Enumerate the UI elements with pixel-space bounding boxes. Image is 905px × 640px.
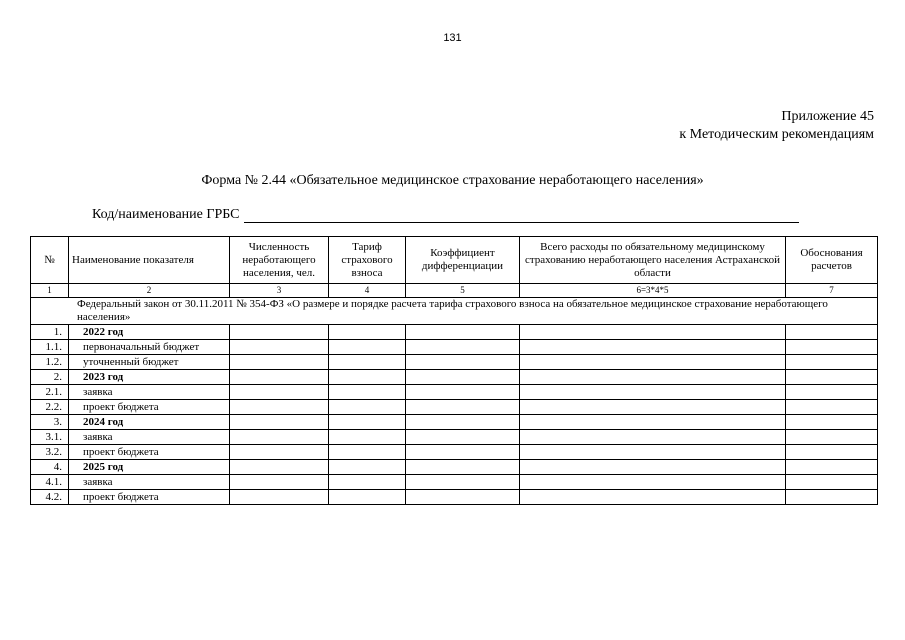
row-name: первоначальный бюджет — [69, 340, 230, 355]
value-cell[interactable] — [786, 490, 878, 505]
value-cell[interactable] — [230, 490, 329, 505]
value-cell[interactable] — [406, 475, 520, 490]
value-cell[interactable] — [406, 400, 520, 415]
value-cell[interactable] — [786, 445, 878, 460]
table-row — [31, 460, 878, 475]
row-number: 2.1. — [31, 385, 69, 400]
column-number-row — [31, 284, 878, 298]
value-cell[interactable] — [786, 355, 878, 370]
row-name: проект бюджета — [69, 445, 230, 460]
row-number: 4. — [31, 460, 69, 475]
value-cell[interactable] — [786, 475, 878, 490]
value-cell[interactable] — [520, 385, 786, 400]
row-number: 1.1. — [31, 340, 69, 355]
column-number: 4 — [329, 284, 406, 298]
value-cell[interactable] — [406, 385, 520, 400]
row-name: проект бюджета — [69, 490, 230, 505]
value-cell[interactable] — [329, 385, 406, 400]
table-row — [31, 325, 878, 340]
value-cell[interactable] — [520, 415, 786, 430]
value-cell[interactable] — [520, 340, 786, 355]
row-number: 2. — [31, 370, 69, 385]
column-number: 3 — [230, 284, 329, 298]
column-number: 6=3*4*5 — [520, 284, 786, 298]
value-cell[interactable] — [520, 355, 786, 370]
header-cell: № — [31, 237, 69, 284]
value-cell[interactable] — [406, 325, 520, 340]
value-cell[interactable] — [230, 430, 329, 445]
value-cell[interactable] — [520, 490, 786, 505]
value-cell[interactable] — [786, 430, 878, 445]
value-cell[interactable] — [230, 325, 329, 340]
table-row — [31, 400, 878, 415]
value-cell[interactable] — [329, 355, 406, 370]
value-cell[interactable] — [230, 385, 329, 400]
row-number: 3. — [31, 415, 69, 430]
value-cell[interactable] — [520, 370, 786, 385]
value-cell[interactable] — [406, 370, 520, 385]
form-title: Форма № 2.44 «Обязательное медицинское страхование неработающего населения» — [201, 173, 704, 188]
table-row — [31, 445, 878, 460]
value-cell[interactable] — [406, 430, 520, 445]
row-number: 2.2. — [31, 400, 69, 415]
value-cell[interactable] — [786, 325, 878, 340]
row-number: 3.1. — [31, 430, 69, 445]
value-cell[interactable] — [406, 340, 520, 355]
row-name: 2024 год — [69, 415, 230, 430]
row-name: 2025 год — [69, 460, 230, 475]
header-cell: Тариф страхового взноса — [329, 237, 406, 284]
value-cell[interactable] — [520, 430, 786, 445]
value-cell[interactable] — [329, 340, 406, 355]
grbs-input-line[interactable] — [244, 208, 799, 223]
row-number: 4.2. — [31, 490, 69, 505]
value-cell[interactable] — [786, 400, 878, 415]
value-cell[interactable] — [520, 475, 786, 490]
table-row — [31, 415, 878, 430]
header-cell: Всего расходы по обязательному медицинскому страхованию неработающего населения Астраханской области — [520, 237, 786, 284]
header-cell: Численность неработающего населения, чел. — [230, 237, 329, 284]
value-cell[interactable] — [329, 430, 406, 445]
value-cell[interactable] — [230, 460, 329, 475]
row-name: 2022 год — [69, 325, 230, 340]
value-cell[interactable] — [786, 385, 878, 400]
value-cell[interactable] — [520, 325, 786, 340]
table-row — [31, 340, 878, 355]
form-table — [30, 236, 878, 505]
value-cell[interactable] — [329, 475, 406, 490]
appendix-line-2: к Методическим рекомендациям — [679, 127, 874, 142]
header-cell: Коэффициент дифференциации — [406, 237, 520, 284]
value-cell[interactable] — [520, 460, 786, 475]
table-body — [31, 284, 878, 505]
value-cell[interactable] — [786, 460, 878, 475]
grbs-label: Код/наименование ГРБС — [92, 207, 240, 222]
law-reference-text: Федеральный закон от 30.11.2011 № 354-ФЗ «О размере и порядке расчета тарифа страхового взноса на обязательное медицинское страхование неработающего населения» — [31, 298, 878, 325]
value-cell[interactable] — [230, 370, 329, 385]
header-cell: Наименование показателя — [69, 237, 230, 284]
table-row — [31, 370, 878, 385]
table-row — [31, 385, 878, 400]
row-name: проект бюджета — [69, 400, 230, 415]
column-number: 7 — [786, 284, 878, 298]
value-cell[interactable] — [230, 445, 329, 460]
value-cell[interactable] — [520, 400, 786, 415]
value-cell[interactable] — [329, 415, 406, 430]
row-number: 1. — [31, 325, 69, 340]
row-name: заявка — [69, 430, 230, 445]
table-header-row — [31, 237, 878, 284]
value-cell[interactable] — [406, 445, 520, 460]
value-cell[interactable] — [230, 355, 329, 370]
value-cell[interactable] — [786, 370, 878, 385]
appendix-reference — [679, 108, 874, 144]
row-name: заявка — [69, 475, 230, 490]
table-row — [31, 490, 878, 505]
value-cell[interactable] — [406, 415, 520, 430]
column-number: 5 — [406, 284, 520, 298]
table-row — [31, 430, 878, 445]
grbs-field — [92, 207, 799, 223]
table-row — [31, 475, 878, 490]
value-cell[interactable] — [786, 415, 878, 430]
row-number: 3.2. — [31, 445, 69, 460]
row-name: 2023 год — [69, 370, 230, 385]
row-name: заявка — [69, 385, 230, 400]
row-number: 1.2. — [31, 355, 69, 370]
value-cell[interactable] — [406, 355, 520, 370]
row-name: уточненный бюджет — [69, 355, 230, 370]
table-row — [31, 355, 878, 370]
value-cell[interactable] — [329, 325, 406, 340]
header-cell: Обоснования расчетов — [786, 237, 878, 284]
page-number: 131 — [443, 32, 462, 44]
row-number: 4.1. — [31, 475, 69, 490]
value-cell[interactable] — [786, 340, 878, 355]
column-number: 1 — [31, 284, 69, 298]
value-cell[interactable] — [406, 460, 520, 475]
value-cell[interactable] — [329, 400, 406, 415]
value-cell[interactable] — [230, 415, 329, 430]
value-cell[interactable] — [329, 445, 406, 460]
value-cell[interactable] — [329, 370, 406, 385]
value-cell[interactable] — [230, 340, 329, 355]
value-cell[interactable] — [406, 490, 520, 505]
value-cell[interactable] — [230, 400, 329, 415]
value-cell[interactable] — [520, 445, 786, 460]
value-cell[interactable] — [329, 460, 406, 475]
value-cell[interactable] — [329, 490, 406, 505]
column-number: 2 — [69, 284, 230, 298]
appendix-line-1: Приложение 45 — [781, 109, 874, 124]
law-reference-row — [31, 298, 878, 325]
value-cell[interactable] — [230, 475, 329, 490]
